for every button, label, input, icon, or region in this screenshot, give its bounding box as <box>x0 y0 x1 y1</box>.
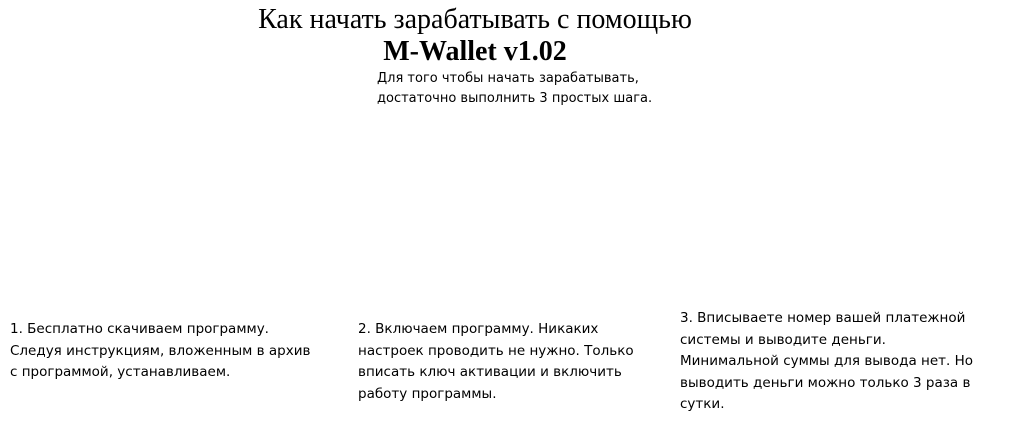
step-1 <box>10 319 310 384</box>
step-3-line: системы и выводите деньги. <box>680 331 886 348</box>
step-2-line: настроек проводить не нужно. Только <box>358 342 634 359</box>
step-2-line: вписать ключ активации и включить <box>358 364 622 380</box>
step-1-line: 1. Бесплатно скачиваем программу. <box>10 321 269 337</box>
intro-line: Для того чтобы начать зарабатывать, <box>377 71 639 86</box>
step-3 <box>680 308 973 416</box>
intro-line: достаточно выполнить 3 простых шага. <box>377 91 653 106</box>
step-2-line: работу программы. <box>358 385 497 402</box>
step-1-line: с программой, устанавливаем. <box>10 364 231 380</box>
page-title: Как начать зарабатывать с помощью <box>258 4 692 35</box>
step-1-line: Следуя инструкциям, вложенным в архив <box>10 342 311 359</box>
intro-text <box>377 69 652 109</box>
step-3-line: сутки. <box>680 396 725 412</box>
step-2 <box>358 319 634 405</box>
step-3-line: выводить деньги можно только 3 раза в <box>680 374 971 391</box>
step-3-line: Минимальной суммы для вывода нет. Но <box>680 353 974 369</box>
step-2-line: 2. Включаем программу. Никаких <box>358 321 599 337</box>
product-name: M-Wallet v1.02 <box>383 36 567 67</box>
step-3-line: 3. Вписываете номер вашей платежной <box>680 310 966 326</box>
